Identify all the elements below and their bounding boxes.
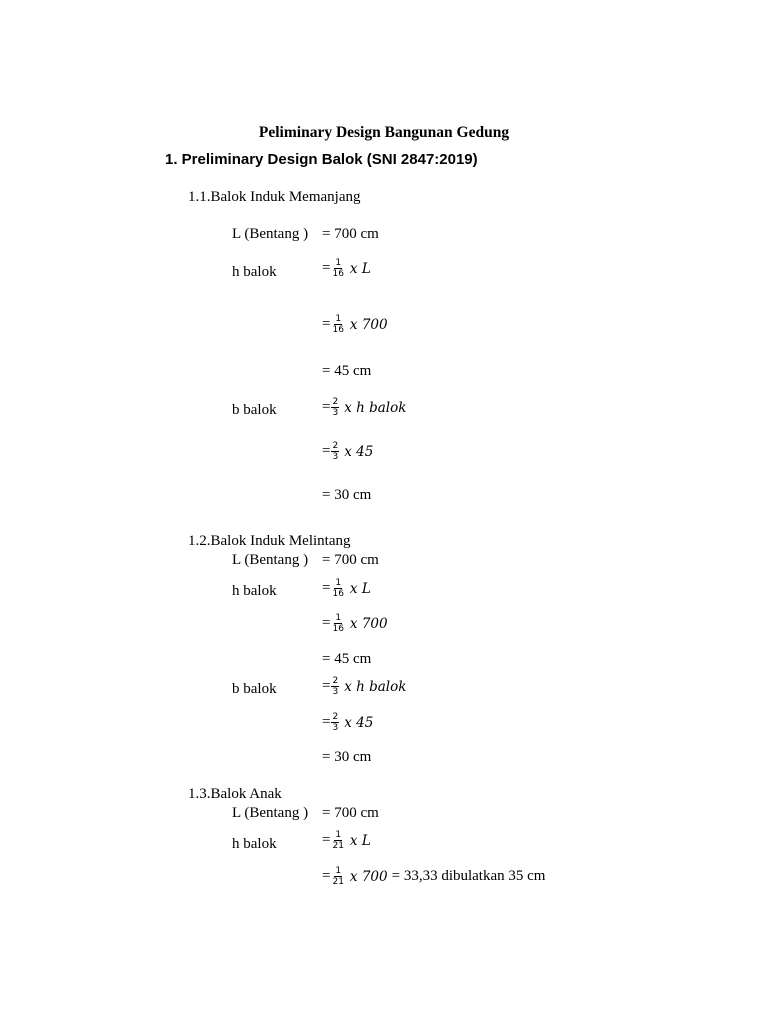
h-balok-result: = 45 cm xyxy=(322,363,372,379)
h-balok-label: h balok xyxy=(232,264,277,280)
subsection-label-1-1: 1.1.Balok Induk Memanjang xyxy=(188,189,361,205)
span-label: L (Bentang ) xyxy=(232,805,309,821)
subsection-label-1-3: 1.3.Balok Anak xyxy=(188,786,282,802)
b-balok-substitution: = $\frac{2}{3}$ x 45 xyxy=(322,441,374,462)
b-balok-result: = 30 cm xyxy=(322,749,372,765)
fraction: $\frac{2}{3}$ xyxy=(332,676,339,697)
h-balok-label: h balok xyxy=(232,583,277,599)
b-balok-label: b balok xyxy=(232,681,277,697)
h-balok-result: = 45 cm xyxy=(322,651,372,667)
subsection-label-1-2: 1.2.Balok Induk Melintang xyxy=(188,533,351,549)
fraction: $\frac{1}{21}$ xyxy=(332,866,344,887)
h-balok-formula: = $\frac{1}{21}$ x L xyxy=(322,830,371,851)
span-label: L (Bentang ) xyxy=(232,226,309,242)
span-value: = 700 cm xyxy=(322,226,379,242)
h-balok-label: h balok xyxy=(232,836,277,852)
h-balok-formula: = $\frac{1}{16}$ x L xyxy=(322,258,371,279)
h-balok-substitution: = $\frac{1}{16}$ x 700 xyxy=(322,314,388,335)
fraction: $\frac{2}{3}$ xyxy=(332,397,339,418)
fraction: $\frac{1}{16}$ xyxy=(332,314,344,335)
b-balok-formula: = $\frac{2}{3}$ x h balok xyxy=(322,397,407,418)
fraction: $\frac{1}{16}$ xyxy=(332,258,344,279)
page-title: Peliminary Design Bangunan Gedung xyxy=(258,124,510,141)
b-balok-label: b balok xyxy=(232,402,277,418)
span-value: = 700 cm xyxy=(322,552,379,568)
fraction: $\frac{1}{21}$ xyxy=(332,830,344,851)
h-balok-formula: = $\frac{1}{16}$ x L xyxy=(322,578,371,599)
h-balok-substitution: = $\frac{1}{21}$ x 700 = 33,33 dibulatkan 35 cm xyxy=(322,866,546,887)
span-value: = 700 cm xyxy=(322,805,379,821)
section-heading: 1. Preliminary Design Balok (SNI 2847:2019) xyxy=(165,151,478,168)
b-balok-substitution: = $\frac{2}{3}$ x 45 xyxy=(322,712,374,733)
fraction: $\frac{2}{3}$ xyxy=(332,441,339,462)
b-balok-result: = 30 cm xyxy=(322,487,372,503)
span-label: L (Bentang ) xyxy=(232,552,309,568)
fraction: $\frac{1}{16}$ xyxy=(332,613,344,634)
h-balok-substitution: = $\frac{1}{16}$ x 700 xyxy=(322,613,388,634)
fraction: $\frac{1}{16}$ xyxy=(332,578,344,599)
fraction: $\frac{2}{3}$ xyxy=(332,712,339,733)
b-balok-formula: = $\frac{2}{3}$ x h balok xyxy=(322,676,407,697)
